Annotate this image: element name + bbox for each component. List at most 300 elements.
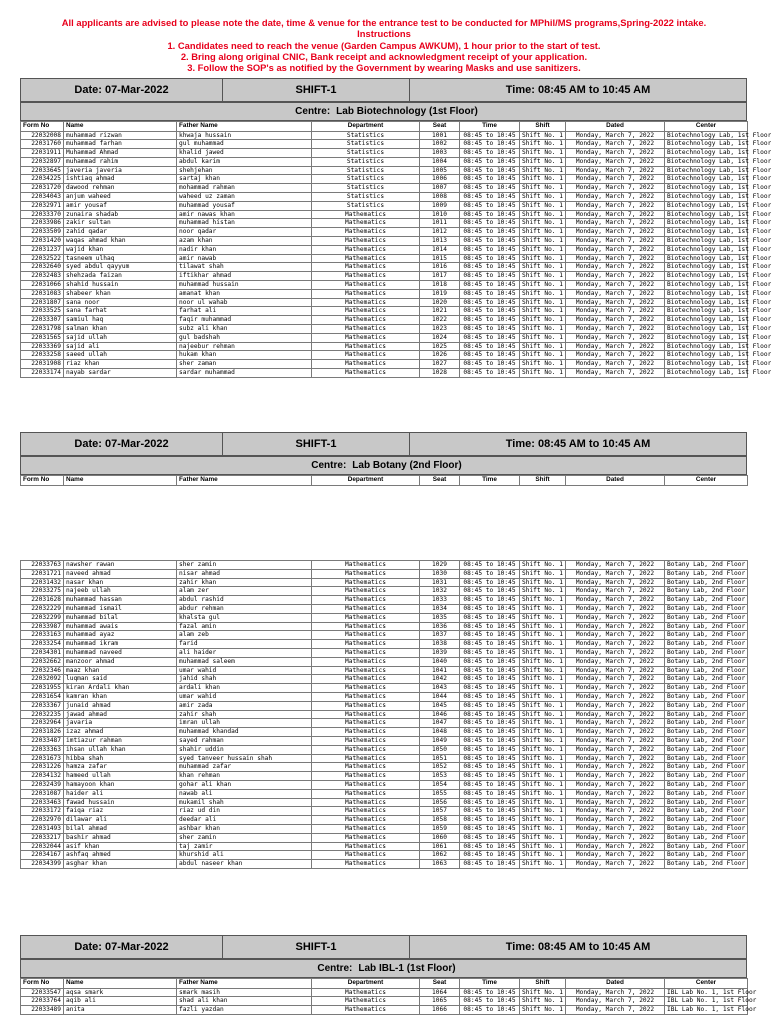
cell-dated: Monday, March 7, 2022	[566, 824, 665, 833]
cell-center: Biotechnology Lab, 1st Floor	[665, 263, 748, 272]
cell-dated: Monday, March 7, 2022	[566, 842, 665, 851]
cell-form-no: 22031908	[21, 360, 64, 369]
cell-time: 08:45 to 10:45	[460, 578, 520, 587]
table-row	[21, 166, 748, 175]
cell-center: Biotechnology Lab, 1st Floor	[665, 342, 748, 351]
cell-shift: Shift No. 1	[520, 657, 566, 666]
cell-center: Biotechnology Lab, 1st Floor	[665, 360, 748, 369]
cell-form-no: 22031721	[21, 569, 64, 578]
cell-center: Biotechnology Lab, 1st Floor	[665, 193, 748, 202]
cell-father-name: khwaja hussain	[177, 131, 312, 140]
cell-form-no: 22032897	[21, 157, 64, 166]
cell-seat: 1014	[420, 245, 460, 254]
cell-time: 08:45 to 10:45	[460, 228, 520, 237]
centre-band	[20, 959, 747, 978]
cell-father-name: ashbar khan	[177, 824, 312, 833]
cell-name: asghar khan	[64, 860, 177, 869]
cell-form-no: 22033763	[21, 561, 64, 570]
cell-name: kamran khan	[64, 692, 177, 701]
cell-center: IBL Lab No. 1, 1st Floor	[665, 1006, 748, 1015]
cell-form-no: 22033764	[21, 997, 64, 1006]
instruction-item: 2. Bring along original CNIC, Bank receipt and acknowledgment receipt of your application.	[180, 50, 588, 62]
cell-center: Biotechnology Lab, 1st Floor	[665, 219, 748, 228]
cell-department: Mathematics	[312, 851, 420, 860]
test-date: Date: 07-Mar-2022	[21, 433, 223, 455]
cell-father-name: farid	[177, 640, 312, 649]
cell-department: Statistics	[312, 201, 420, 210]
table-row	[21, 736, 748, 745]
cell-father-name: zahir khan	[177, 578, 312, 587]
cell-dated: Monday, March 7, 2022	[566, 692, 665, 701]
cell-name: syed abdul qayyum	[64, 263, 177, 272]
cell-department: Mathematics	[312, 719, 420, 728]
cell-form-no: 22032235	[21, 710, 64, 719]
cell-name: muhammad ismail	[64, 604, 177, 613]
cell-time: 08:45 to 10:45	[460, 613, 520, 622]
cell-center: Botany Lab, 2nd Floor	[665, 807, 748, 816]
column-header-time: Time	[460, 476, 520, 486]
table-row	[21, 175, 748, 184]
cell-dated: Monday, March 7, 2022	[566, 289, 665, 298]
cell-shift: Shift No. 1	[520, 263, 566, 272]
cell-shift: Shift No. 1	[520, 816, 566, 825]
cell-department: Statistics	[312, 157, 420, 166]
table-row	[21, 604, 748, 613]
cell-name: bashir ahmad	[64, 833, 177, 842]
shift-label: SHIFT-1	[223, 79, 410, 101]
column-header-father-name: Father Name	[177, 476, 312, 486]
instruction-item: 1. Candidates need to reach the venue (Garden Campus AWKUM), 1 hour prior to the start of test.	[167, 39, 601, 51]
cell-form-no: 22031432	[21, 578, 64, 587]
cell-shift: Shift No. 1	[520, 824, 566, 833]
cell-name: salman khan	[64, 325, 177, 334]
cell-seat: 1002	[420, 140, 460, 149]
cell-shift: Shift No. 1	[520, 622, 566, 631]
cell-shift: Shift No. 1	[520, 640, 566, 649]
cell-department: Mathematics	[312, 824, 420, 833]
cell-department: Mathematics	[312, 736, 420, 745]
table-row	[21, 798, 748, 807]
cell-center: Biotechnology Lab, 1st Floor	[665, 351, 748, 360]
cell-form-no: 22031493	[21, 824, 64, 833]
cell-shift: Shift No. 1	[520, 763, 566, 772]
cell-father-name: subz ali khan	[177, 325, 312, 334]
cell-form-no: 22033367	[21, 701, 64, 710]
cell-dated: Monday, March 7, 2022	[566, 1006, 665, 1015]
table-row	[21, 860, 748, 869]
cell-name: izaz ahmad	[64, 728, 177, 737]
cell-seat: 1033	[420, 596, 460, 605]
cell-seat: 1050	[420, 745, 460, 754]
cell-shift: Shift No. 1	[520, 140, 566, 149]
cell-center: Botany Lab, 2nd Floor	[665, 640, 748, 649]
cell-center: Biotechnology Lab, 1st Floor	[665, 369, 748, 378]
cell-department: Mathematics	[312, 780, 420, 789]
cell-dated: Monday, March 7, 2022	[566, 684, 665, 693]
cell-department: Mathematics	[312, 692, 420, 701]
cell-department: Mathematics	[312, 219, 420, 228]
cell-shift: Shift No. 1	[520, 842, 566, 851]
cell-dated: Monday, March 7, 2022	[566, 640, 665, 649]
column-header-name: Name	[64, 476, 177, 486]
cell-seat: 1031	[420, 578, 460, 587]
shift-label: SHIFT-1	[223, 936, 410, 958]
table-row	[21, 272, 748, 281]
cell-department: Mathematics	[312, 622, 420, 631]
cell-name: aqib ali	[64, 997, 177, 1006]
cell-form-no: 22032229	[21, 604, 64, 613]
cell-time: 08:45 to 10:45	[460, 140, 520, 149]
table-row	[21, 692, 748, 701]
cell-form-no: 22033986	[21, 219, 64, 228]
cell-dated: Monday, March 7, 2022	[566, 281, 665, 290]
cell-dated: Monday, March 7, 2022	[566, 149, 665, 158]
cell-department: Mathematics	[312, 604, 420, 613]
cell-seat: 1030	[420, 569, 460, 578]
cell-form-no: 22032971	[21, 201, 64, 210]
cell-center: Biotechnology Lab, 1st Floor	[665, 281, 748, 290]
cell-name: luqman said	[64, 675, 177, 684]
cell-form-no: 22032008	[21, 131, 64, 140]
column-header-name: Name	[64, 979, 177, 989]
cell-dated: Monday, March 7, 2022	[566, 587, 665, 596]
column-header-form-no: Form No	[21, 476, 64, 486]
cell-time: 08:45 to 10:45	[460, 988, 520, 997]
cell-father-name: abdul naseer khan	[177, 860, 312, 869]
cell-department: Mathematics	[312, 210, 420, 219]
cell-time: 08:45 to 10:45	[460, 569, 520, 578]
column-header-seat: Seat	[420, 122, 460, 132]
cell-department: Statistics	[312, 175, 420, 184]
cell-shift: Shift No. 1	[520, 666, 566, 675]
cell-time: 08:45 to 10:45	[460, 833, 520, 842]
cell-center: Biotechnology Lab, 1st Floor	[665, 333, 748, 342]
cell-center: Biotechnology Lab, 1st Floor	[665, 184, 748, 193]
cell-form-no: 22032640	[21, 263, 64, 272]
cell-shift: Shift No. 1	[520, 1006, 566, 1015]
cell-dated: Monday, March 7, 2022	[566, 613, 665, 622]
cell-center: Botany Lab, 2nd Floor	[665, 789, 748, 798]
cell-father-name: muhammad hussain	[177, 281, 312, 290]
cell-father-name: ali haider	[177, 648, 312, 657]
cell-time: 08:45 to 10:45	[460, 710, 520, 719]
cell-dated: Monday, March 7, 2022	[566, 851, 665, 860]
cell-father-name: shehjehan	[177, 166, 312, 175]
table-row	[21, 307, 748, 316]
column-header-shift: Shift	[520, 476, 566, 486]
cell-department: Mathematics	[312, 307, 420, 316]
cell-time: 08:45 to 10:45	[460, 131, 520, 140]
cell-dated: Monday, March 7, 2022	[566, 816, 665, 825]
table-row	[21, 237, 748, 246]
table-row	[21, 561, 748, 570]
table-row	[21, 789, 748, 798]
cell-seat: 1017	[420, 272, 460, 281]
cell-time: 08:45 to 10:45	[460, 657, 520, 666]
column-header-dated: Dated	[566, 979, 665, 989]
table-row	[21, 754, 748, 763]
cell-shift: Shift No. 1	[520, 254, 566, 263]
cell-time: 08:45 to 10:45	[460, 289, 520, 298]
table-row	[21, 131, 748, 140]
cell-center: Botany Lab, 2nd Floor	[665, 561, 748, 570]
cell-father-name: syed tanveer hussain shah	[177, 754, 312, 763]
cell-time: 08:45 to 10:45	[460, 772, 520, 781]
cell-name: muhammad rizwan	[64, 131, 177, 140]
cell-department: Mathematics	[312, 701, 420, 710]
cell-center: Botany Lab, 2nd Floor	[665, 622, 748, 631]
cell-seat: 1034	[420, 604, 460, 613]
cell-department: Mathematics	[312, 772, 420, 781]
schedule-band	[20, 78, 747, 102]
cell-form-no: 22033174	[21, 369, 64, 378]
cell-department: Mathematics	[312, 351, 420, 360]
table-row	[21, 988, 748, 997]
cell-seat: 1039	[420, 648, 460, 657]
cell-seat: 1024	[420, 333, 460, 342]
cell-father-name: alam zer	[177, 587, 312, 596]
cell-shift: Shift No. 1	[520, 237, 566, 246]
cell-father-name: fazal amin	[177, 622, 312, 631]
cell-shift: Shift No. 1	[520, 596, 566, 605]
cell-father-name: zahir shah	[177, 710, 312, 719]
table-row	[21, 851, 748, 860]
cell-seat: 1011	[420, 219, 460, 228]
cell-form-no: 22034399	[21, 860, 64, 869]
cell-dated: Monday, March 7, 2022	[566, 140, 665, 149]
cell-department: Mathematics	[312, 333, 420, 342]
cell-father-name: amir nawas khan	[177, 210, 312, 219]
cell-seat: 1020	[420, 298, 460, 307]
cell-seat: 1060	[420, 833, 460, 842]
schedule-band	[20, 432, 747, 456]
cell-time: 08:45 to 10:45	[460, 719, 520, 728]
cell-form-no: 22031628	[21, 596, 64, 605]
cell-dated: Monday, March 7, 2022	[566, 596, 665, 605]
table-row	[21, 351, 748, 360]
cell-time: 08:45 to 10:45	[460, 307, 520, 316]
cell-name: manzoor ahmad	[64, 657, 177, 666]
instructions-block	[0, 17, 768, 73]
cell-name: amir yousaf	[64, 201, 177, 210]
cell-form-no: 22033489	[21, 1006, 64, 1015]
table-row	[21, 816, 748, 825]
cell-name: saeed ullah	[64, 351, 177, 360]
cell-name: dawood rehman	[64, 184, 177, 193]
candidates-table	[20, 978, 757, 1015]
cell-shift: Shift No. 1	[520, 807, 566, 816]
cell-dated: Monday, March 7, 2022	[566, 763, 665, 772]
cell-department: Mathematics	[312, 272, 420, 281]
candidates-table-header	[20, 475, 748, 486]
cell-center: Botany Lab, 2nd Floor	[665, 666, 748, 675]
cell-form-no: 22033275	[21, 587, 64, 596]
cell-dated: Monday, March 7, 2022	[566, 333, 665, 342]
cell-department: Statistics	[312, 193, 420, 202]
cell-center: Biotechnology Lab, 1st Floor	[665, 316, 748, 325]
candidates-table	[20, 121, 771, 378]
cell-father-name: khan rehman	[177, 772, 312, 781]
centre-label: Centre:	[295, 106, 331, 117]
centre-label: Centre:	[311, 460, 347, 471]
column-header-row	[21, 979, 748, 989]
cell-shift: Shift No. 1	[520, 648, 566, 657]
cell-dated: Monday, March 7, 2022	[566, 719, 665, 728]
cell-department: Mathematics	[312, 666, 420, 675]
cell-shift: Shift No. 1	[520, 587, 566, 596]
column-header-dated: Dated	[566, 122, 665, 132]
table-row	[21, 289, 748, 298]
cell-father-name: sartaj khan	[177, 175, 312, 184]
column-header-department: Department	[312, 979, 420, 989]
cell-department: Mathematics	[312, 254, 420, 263]
cell-name: imtiazur rahman	[64, 736, 177, 745]
cell-seat: 1025	[420, 342, 460, 351]
table-row	[21, 333, 748, 342]
cell-name: muhammad ikram	[64, 640, 177, 649]
cell-shift: Shift No. 1	[520, 736, 566, 745]
cell-name: hibba shah	[64, 754, 177, 763]
cell-name: ihsan ullah khan	[64, 745, 177, 754]
cell-center: Botany Lab, 2nd Floor	[665, 780, 748, 789]
cell-form-no: 22031237	[21, 245, 64, 254]
cell-time: 08:45 to 10:45	[460, 860, 520, 869]
table-row	[21, 596, 748, 605]
table-row	[21, 613, 748, 622]
cell-form-no: 22032970	[21, 816, 64, 825]
cell-father-name: najeebur rehman	[177, 342, 312, 351]
cell-father-name: fazli yazdan	[177, 1006, 312, 1015]
cell-center: Biotechnology Lab, 1st Floor	[665, 210, 748, 219]
test-time: Time: 08:45 AM to 10:45 AM	[505, 84, 651, 96]
candidates-table	[20, 560, 748, 869]
cell-seat: 1041	[420, 666, 460, 675]
cell-shift: Shift No. 1	[520, 289, 566, 298]
column-header-dated: Dated	[566, 476, 665, 486]
cell-seat: 1045	[420, 701, 460, 710]
cell-dated: Monday, March 7, 2022	[566, 342, 665, 351]
cell-shift: Shift No. 1	[520, 701, 566, 710]
cell-dated: Monday, March 7, 2022	[566, 798, 665, 807]
cell-dated: Monday, March 7, 2022	[566, 988, 665, 997]
cell-shift: Shift No. 1	[520, 184, 566, 193]
cell-form-no: 22033487	[21, 736, 64, 745]
cell-time: 08:45 to 10:45	[460, 333, 520, 342]
cell-dated: Monday, March 7, 2022	[566, 860, 665, 869]
cell-time: 08:45 to 10:45	[460, 798, 520, 807]
cell-time: 08:45 to 10:45	[460, 237, 520, 246]
cell-department: Mathematics	[312, 833, 420, 842]
cell-dated: Monday, March 7, 2022	[566, 833, 665, 842]
cell-time: 08:45 to 10:45	[460, 997, 520, 1006]
cell-form-no: 22032346	[21, 666, 64, 675]
cell-father-name: abdul rashid	[177, 596, 312, 605]
table-row	[21, 684, 748, 693]
cell-center: Botany Lab, 2nd Floor	[665, 657, 748, 666]
cell-center: Botany Lab, 2nd Floor	[665, 728, 748, 737]
cell-center: Botany Lab, 2nd Floor	[665, 736, 748, 745]
cell-name: hamayoon khan	[64, 780, 177, 789]
cell-name: muhammad naveed	[64, 648, 177, 657]
cell-name: anjum waheed	[64, 193, 177, 202]
cell-time: 08:45 to 10:45	[460, 692, 520, 701]
cell-name: javaria	[64, 719, 177, 728]
table-row	[21, 245, 748, 254]
table-row	[21, 360, 748, 369]
cell-time: 08:45 to 10:45	[460, 351, 520, 360]
cell-shift: Shift No. 1	[520, 754, 566, 763]
cell-father-name: hukam khan	[177, 351, 312, 360]
cell-time: 08:45 to 10:45	[460, 166, 520, 175]
cell-shift: Shift No. 1	[520, 798, 566, 807]
cell-name: wajid khan	[64, 245, 177, 254]
table-row	[21, 824, 748, 833]
cell-shift: Shift No. 1	[520, 149, 566, 158]
cell-center: Botany Lab, 2nd Floor	[665, 604, 748, 613]
cell-shift: Shift No. 1	[520, 988, 566, 997]
cell-name: zakir sultan	[64, 219, 177, 228]
cell-father-name: sardar muhammad	[177, 369, 312, 378]
column-header-seat: Seat	[420, 979, 460, 989]
cell-form-no: 22033258	[21, 351, 64, 360]
cell-department: Mathematics	[312, 745, 420, 754]
cell-time: 08:45 to 10:45	[460, 360, 520, 369]
cell-father-name: muhammad histan	[177, 219, 312, 228]
cell-father-name: nadir khan	[177, 245, 312, 254]
cell-name: muhammad bilal	[64, 613, 177, 622]
cell-shift: Shift No. 1	[520, 710, 566, 719]
cell-form-no: 22033254	[21, 640, 64, 649]
cell-form-no: 22031066	[21, 281, 64, 290]
cell-dated: Monday, March 7, 2022	[566, 201, 665, 210]
cell-dated: Monday, March 7, 2022	[566, 657, 665, 666]
cell-seat: 1016	[420, 263, 460, 272]
column-header-time: Time	[460, 122, 520, 132]
cell-seat: 1059	[420, 824, 460, 833]
cell-time: 08:45 to 10:45	[460, 684, 520, 693]
table-row	[21, 648, 748, 657]
cell-dated: Monday, March 7, 2022	[566, 622, 665, 631]
cell-father-name: umar wahid	[177, 692, 312, 701]
cell-name: muhammad ayaz	[64, 631, 177, 640]
centre-band	[20, 102, 747, 121]
cell-dated: Monday, March 7, 2022	[566, 631, 665, 640]
centre-name: Lab Botany (2nd Floor)	[352, 460, 462, 471]
table-row	[21, 569, 748, 578]
cell-seat: 1019	[420, 289, 460, 298]
cell-father-name: shad ali khan	[177, 997, 312, 1006]
cell-time: 08:45 to 10:45	[460, 631, 520, 640]
cell-name: sana noor	[64, 298, 177, 307]
table-row	[21, 640, 748, 649]
table-row	[21, 342, 748, 351]
cell-name: muhammad farhan	[64, 140, 177, 149]
cell-seat: 1009	[420, 201, 460, 210]
cell-time: 08:45 to 10:45	[460, 149, 520, 158]
cell-department: Statistics	[312, 140, 420, 149]
cell-dated: Monday, March 7, 2022	[566, 325, 665, 334]
cell-department: Mathematics	[312, 860, 420, 869]
table-row	[21, 184, 748, 193]
cell-father-name: waheed uz zaman	[177, 193, 312, 202]
cell-seat: 1007	[420, 184, 460, 193]
cell-form-no: 22031565	[21, 333, 64, 342]
test-date: Date: 07-Mar-2022	[21, 936, 223, 958]
cell-department: Mathematics	[312, 763, 420, 772]
cell-time: 08:45 to 10:45	[460, 210, 520, 219]
cell-dated: Monday, March 7, 2022	[566, 754, 665, 763]
cell-seat: 1046	[420, 710, 460, 719]
